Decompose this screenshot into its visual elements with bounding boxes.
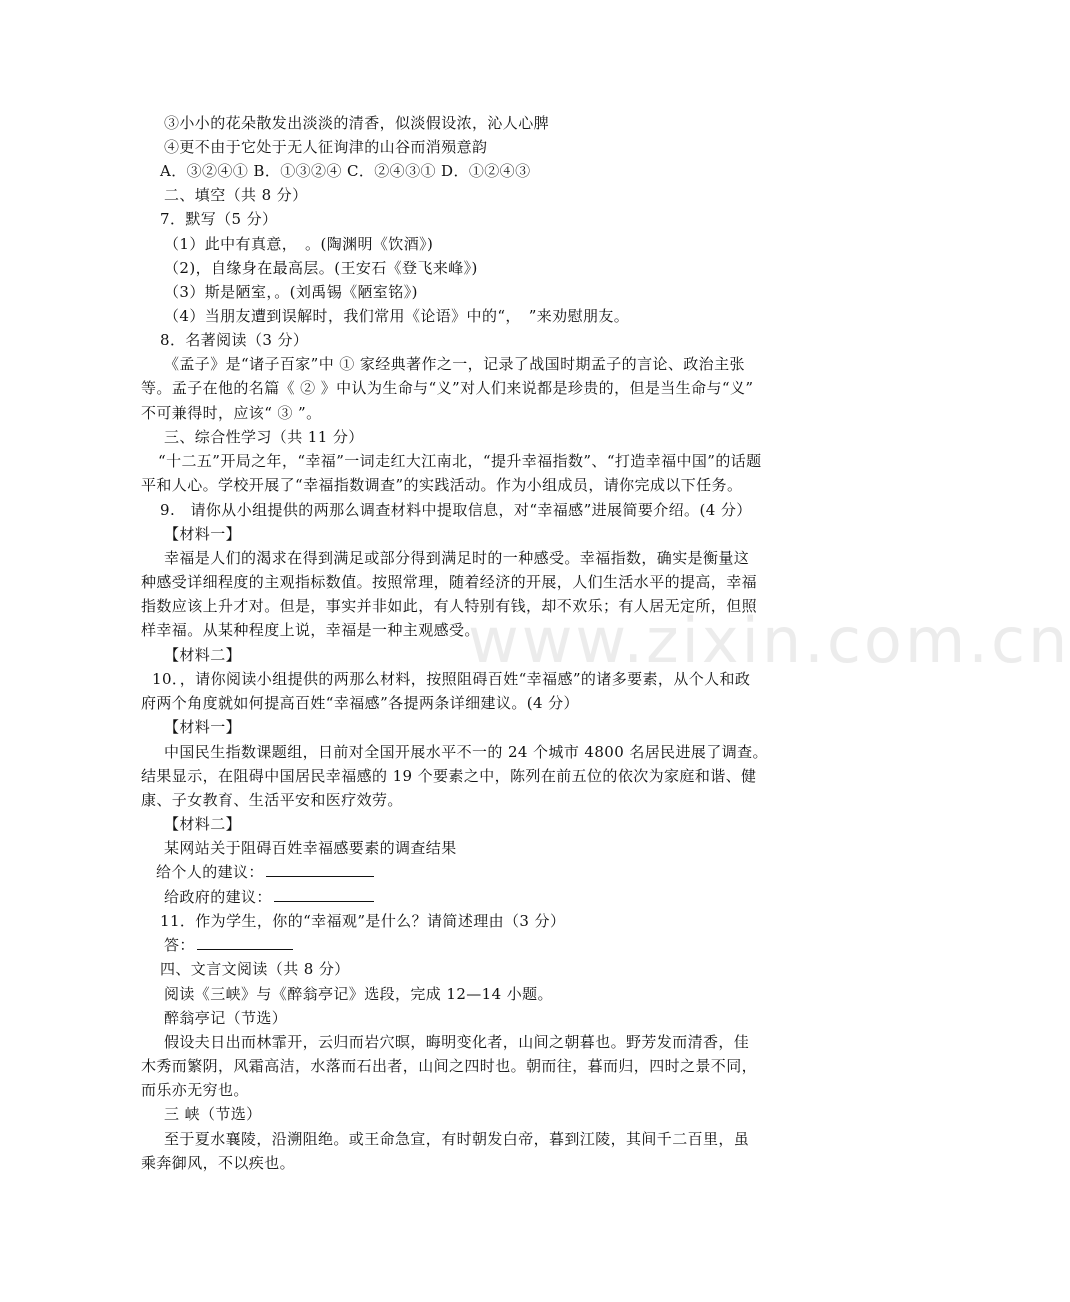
intro-line-2: 平和人心。学校开展了“幸福指数调查”的实践活动。作为小组成员，请你完成以下任务。 bbox=[141, 476, 743, 494]
q10-material-2-line-1: 某网站关于阻碍百姓幸福感要素的调查结果 bbox=[164, 839, 457, 857]
q8-text-line-2: 等。孟子在他的名篇《 ② 》中认为生命与“义”对人们来说都是珍贵的，但是当生命与“义” bbox=[141, 379, 754, 397]
material-1-line-2: 种感受详细程度的主观指标数值。按照常理，随着经济的开展，人们生活水平的提高，幸福 bbox=[141, 573, 758, 591]
option-line-4: ④更不由于它处于无人征询津的山谷而消殒意韵 bbox=[164, 138, 488, 156]
question-10-line-1: 10．，请你阅读小组提供的两那么材料，按照阻碍百姓“幸福感”的诸多要素，从个人和政 bbox=[152, 670, 751, 688]
material-2-label: 【材料二】 bbox=[164, 646, 242, 664]
question-9-title: 9. 请你从小组提供的两那么调查材料中提取信息，对“幸福感”进展简要介绍。(4 分） bbox=[160, 501, 752, 519]
passage-2-line-2: 乘奔御风，不以疾也。 bbox=[141, 1154, 296, 1172]
q10-material-2-label: 【材料二】 bbox=[164, 815, 242, 833]
section-heading-classical: 四、文言文阅读（共 8 分） bbox=[160, 960, 350, 978]
government-advice-blank[interactable] bbox=[274, 887, 374, 902]
watermark: www.zixin.com.cn bbox=[468, 604, 1070, 677]
intro-line-1: “十二五”开局之年，“幸福”一词走红大江南北，“提升幸福指数”、“打造幸福中国”的话题 bbox=[158, 452, 762, 470]
question-11-title: 11．作为学生，你的“幸福观”是什么？请简述理由（3 分） bbox=[160, 912, 566, 930]
passage-1-line-1: 假设夫日出而林霏开，云归而岩穴暝，晦明变化者，山间之朝暮也。野芳发而清香，佳 bbox=[164, 1033, 750, 1051]
q7-item-2: （2)，自缘身在最高层。(王安石《登飞来峰》) bbox=[164, 259, 478, 277]
question-8-title: 8．名著阅读（3 分） bbox=[160, 331, 309, 349]
passage-1-title: 醉翁亭记（节选） bbox=[164, 1009, 288, 1027]
q10-material-1-line-3: 康、子女教育、生活平安和医疗效劳。 bbox=[141, 791, 403, 809]
question-10-line-2: 府两个角度就如何提高百姓“幸福感”各提两条详细建议。(4 分） bbox=[141, 694, 579, 712]
section-heading-comprehensive: 三、综合性学习（共 11 分） bbox=[164, 428, 364, 446]
material-1-line-3: 指数应该上升才对。但是，事实并非如此，有人特别有钱，却不欢乐；有人居无定所，但照 bbox=[141, 597, 758, 615]
q10-material-1-line-2: 结果显示，在阻碍中国居民幸福感的 19 个要素之中，陈列在前五位的依次为家庭和谐、健 bbox=[141, 767, 757, 785]
q10-material-1-line-1: 中国民生指数课题组，日前对全国开展水平不一的 24 个城市 4800 名居民进展了调查。 bbox=[164, 743, 768, 761]
option-line-3: ③小小的花朵散发出淡淡的清香，似淡假设浓，沁人心脾 bbox=[164, 114, 550, 132]
personal-advice-row bbox=[156, 862, 374, 882]
q10-material-1-label: 【材料一】 bbox=[164, 718, 242, 736]
passage-2-line-1: 至于夏水襄陵，沿溯阻绝。或王命急宣，有时朝发白帝，暮到江陵，其间千二百里，虽 bbox=[164, 1130, 750, 1148]
passage-1-line-2: 木秀而繁阴，风霜高洁，水落而石出者，山间之四时也。朝而往，暮而归，四时之景不同， bbox=[141, 1057, 758, 1075]
classical-instructions: 阅读《三峡》与《醉翁亭记》选段，完成 12—14 小题。 bbox=[164, 985, 553, 1003]
answer-row bbox=[164, 935, 293, 955]
q8-text-line-3: 不可兼得时，应该“ ③ ”。 bbox=[141, 404, 322, 422]
material-1-line-1: 幸福是人们的渴求在得到满足或部分得到满足时的一种感受。幸福指数，确实是衡量这 bbox=[164, 549, 750, 567]
material-1-line-4: 样幸福。从某种程度上说，幸福是一种主观感受。 bbox=[141, 621, 480, 639]
government-advice-label: 给政府的建议： bbox=[164, 888, 272, 906]
personal-advice-label: 给个人的建议： bbox=[156, 863, 264, 881]
government-advice-row bbox=[164, 887, 374, 907]
passage-1-line-3: 而乐亦无穷也。 bbox=[141, 1081, 249, 1099]
passage-2-title: 三 峡（节选） bbox=[164, 1105, 262, 1123]
material-1-label: 【材料一】 bbox=[164, 525, 242, 543]
q7-item-1: （1）此中有真意， 。(陶渊明《饮酒》) bbox=[164, 235, 434, 253]
answer-blank[interactable] bbox=[197, 935, 293, 950]
answer-choices: A．③②④① B．①③②④ C．②④③① D．①②④③ bbox=[160, 162, 531, 180]
answer-label: 答： bbox=[164, 936, 195, 954]
section-heading-fill: 二、填空（共 8 分） bbox=[164, 186, 308, 204]
q7-item-4: （4）当朋友遭到误解时，我们常用《论语》中的“， ”来劝慰朋友。 bbox=[164, 307, 630, 325]
question-7-title: 7．默写（5 分） bbox=[160, 210, 278, 228]
personal-advice-blank[interactable] bbox=[266, 862, 374, 877]
q8-text-line-1: 《孟子》是“诸子百家”中 ① 家经典著作之一，记录了战国时期孟子的言论、政治主张 bbox=[164, 355, 745, 373]
q7-item-3: （3）斯是陋室，。(刘禹锡《陋室铭》) bbox=[164, 283, 418, 301]
